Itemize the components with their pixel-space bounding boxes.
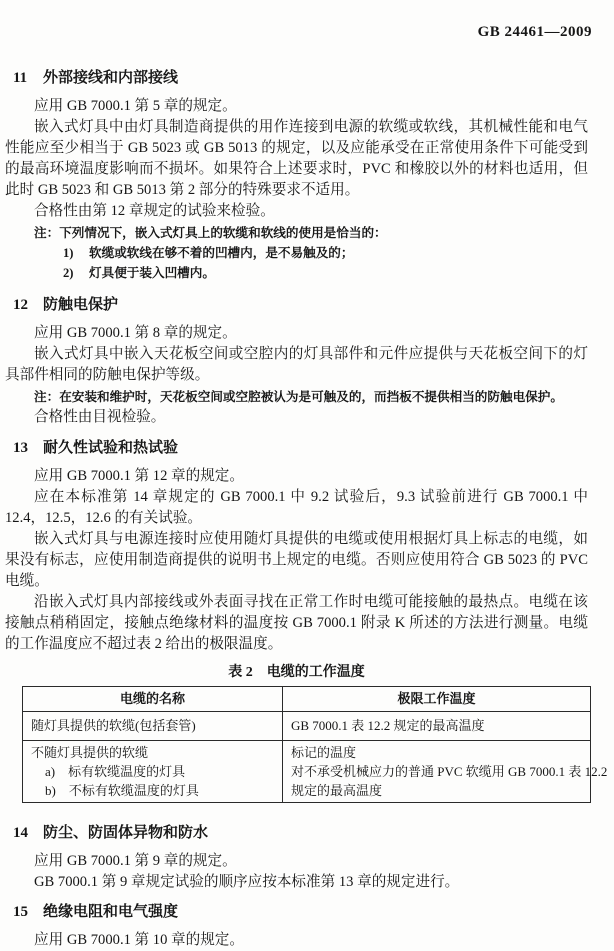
- section-number: 11: [13, 70, 28, 86]
- column-header-limit-temperature: 极限工作温度: [283, 687, 591, 712]
- paragraph: 合格性由目视检验。: [34, 409, 166, 425]
- paragraph: 应用 GB 7000.1 第 8 章的规定。: [34, 325, 237, 341]
- note-list-item: [63, 263, 588, 283]
- cell-limit-temperature: GB 7000.1 表 12.2 规定的最高温度: [283, 712, 591, 741]
- paragraph: 嵌入式灯具与电源连接时应使用随灯具提供的电缆或使用根据灯具上标志的电缆，如果没有标志，应使用制造商提供的说明书上规定的电缆。否则应使用符合 GB 5023 的 PVC 电缆。: [5, 531, 588, 589]
- section-number: 15: [13, 904, 28, 920]
- item-text: 软缆或软线在够不着的凹槽内，是不易触及的；: [89, 246, 354, 260]
- section-title: 外部接线和内部接线: [43, 70, 179, 86]
- table-header-row: [23, 687, 591, 712]
- table-2-cable-working-temperature: [22, 686, 608, 803]
- section-title: 耐久性试验和热试验: [43, 440, 179, 456]
- item-text: 灯具便于装入凹槽内。: [89, 266, 215, 280]
- table-row: [23, 741, 591, 803]
- cell-line: a) 标有软缆温度的灯具: [45, 764, 186, 779]
- page-content: [5, 68, 608, 951]
- cell-line: 对不承受机械应力的普通 PVC 软缆用 GB 7000.1 表 12.2: [291, 764, 608, 779]
- note-label: 注：: [34, 390, 60, 404]
- cell-limit-temperature: [283, 741, 608, 803]
- document-number: GB 24461—2009: [477, 24, 592, 40]
- cell-line: 规定的最高温度: [291, 783, 383, 798]
- section-title: 防尘、防固体异物和防水: [43, 825, 209, 841]
- paragraph: 应用 GB 7000.1 第 5 章的规定。: [34, 98, 237, 114]
- section-15-heading: [13, 902, 588, 922]
- item-marker: 1): [63, 246, 74, 260]
- paragraph: GB 7000.1 第 9 章规定试验的顺序应按本标准第 13 章的规定进行。: [34, 874, 460, 890]
- cell-cable-name: 随灯具提供的软缆(包括套管): [23, 712, 283, 741]
- section-number: 13: [13, 440, 28, 456]
- section-12-heading: [13, 295, 588, 315]
- section-number: 12: [13, 297, 28, 313]
- section-11-heading: [13, 68, 588, 88]
- cell-line: b) 不标有软缆温度的灯具: [45, 783, 199, 798]
- item-marker: 2): [63, 266, 74, 280]
- note-list-item: [63, 243, 588, 263]
- paragraph: 应用 GB 7000.1 第 9 章的规定。: [34, 853, 237, 869]
- table-2-caption: 表 2 电缆的工作温度: [228, 665, 365, 680]
- section-13-heading: [13, 438, 588, 458]
- cell-line: 标记的温度: [291, 745, 357, 760]
- paragraph: 应用 GB 7000.1 第 12 章的规定。: [34, 468, 244, 484]
- section-title: 防触电保护: [43, 297, 119, 313]
- cell-cable-name: [23, 741, 283, 803]
- table-row: [23, 712, 591, 741]
- paragraph: 应用 GB 7000.1 第 10 章的规定。: [34, 932, 244, 948]
- section-number: 14: [13, 825, 28, 841]
- section-14-heading: [13, 823, 588, 843]
- note-label: 注：: [34, 226, 60, 240]
- note-text: 下列情况下，嵌入式灯具上的软缆和软线的使用是恰当的：: [59, 226, 387, 240]
- section-title: 绝缘电阻和电气强度: [43, 904, 179, 920]
- paragraph: 嵌入式灯具中嵌入天花板空间或空腔内的灯具部件和元件应提供与天花板空间下的灯具部件相同的防触电保护等级。: [5, 346, 588, 383]
- cell-line: 不随灯具提供的软缆: [31, 745, 149, 760]
- note-text: 在安装和维护时，天花板空间或空腔被认为是可触及的，而挡板不提供相当的防触电保护。: [59, 390, 563, 404]
- paragraph: 沿嵌入式灯具内部接线或外表面寻找在正常工作时电缆可能接触的最热点。电缆在该接触点稍稍固定，接触点绝缘材料的温度按 GB 7000.1 附录 K 所述的方法进行测量。电缆的工作温度应不超过表 2 给出的极限温度。: [5, 594, 588, 652]
- paragraph: 应在本标准第 14 章规定的 GB 7000.1 中 9.2 试验后，9.3 试验前进行 GB 7000.1 中 12.4，12.5，12.6 的有关试验。: [5, 489, 588, 526]
- column-header-cable-name: 电缆的名称: [23, 687, 283, 712]
- note: [5, 387, 588, 407]
- paragraph: 嵌入式灯具中由灯具制造商提供的用作连接到电源的软缆或软线，其机械性能和电气性能应至少相当于 GB 5023 或 GB 5013 的规定，以及应能承受在正常使用条件下可能受到的最高环境温度影响而不损坏。如果符合上述要求时，PVC 和橡胶以外的材料也适用，但此时 GB 5023 和 GB 5013 第 2 部分的特殊要求不适用。: [5, 119, 588, 198]
- note: [5, 223, 588, 243]
- paragraph: 合格性由第 12 章规定的试验来检验。: [34, 203, 275, 219]
